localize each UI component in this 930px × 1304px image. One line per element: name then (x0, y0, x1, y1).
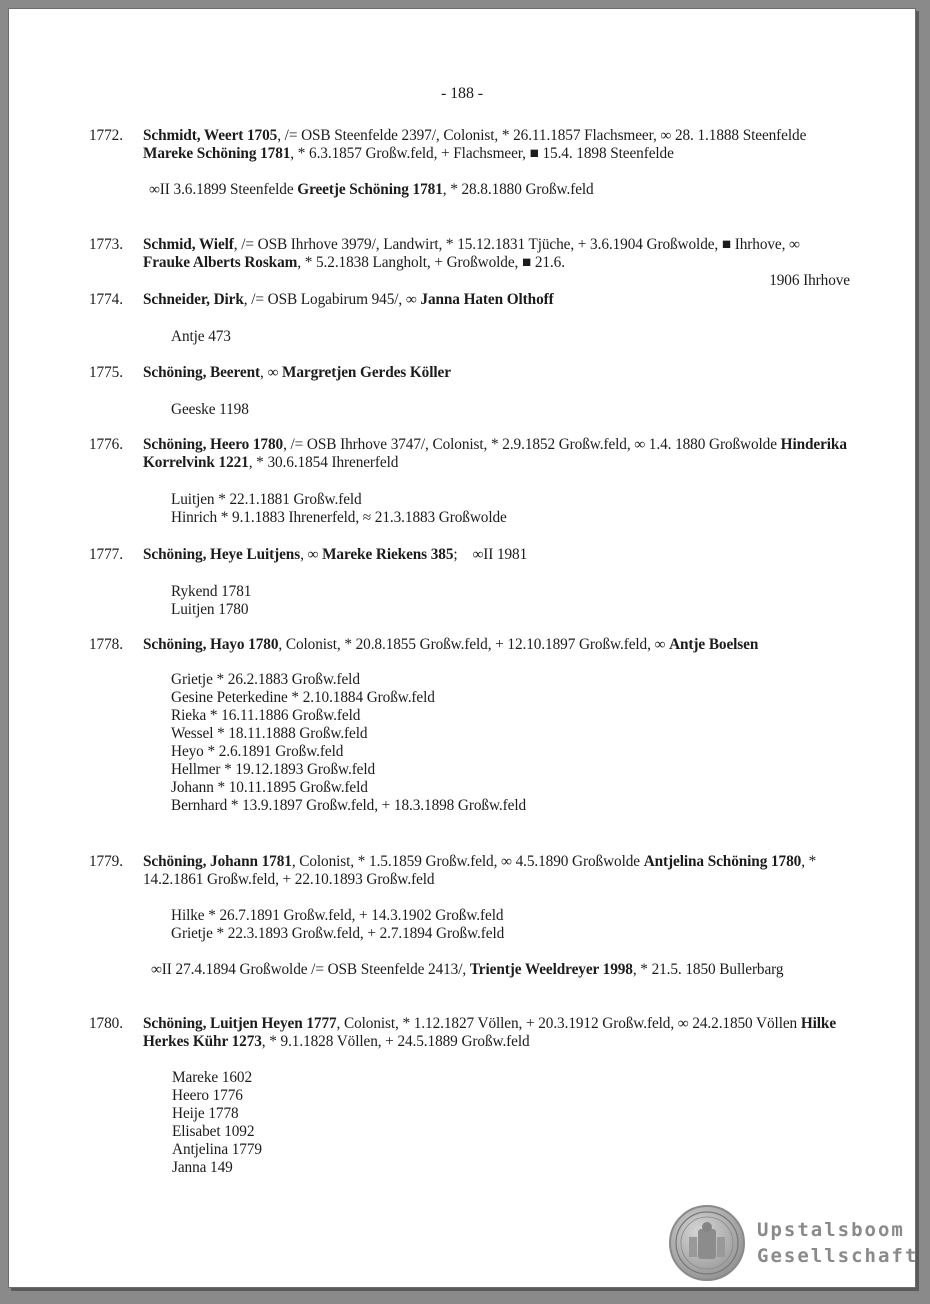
children-list (171, 671, 849, 815)
child: Rieka * 16.11.1886 Großw.feld (171, 707, 361, 724)
child: Hellmer * 19.12.1893 Großw.feld (171, 761, 376, 778)
entry-1774 (89, 291, 849, 346)
entry-number: 1775. (89, 364, 123, 381)
entry-text (143, 853, 849, 889)
child: Luitjen * 22.1.1881 Großw.feld (171, 491, 362, 508)
spouse-name: Hinderika Korrelvink 1221 (143, 436, 847, 471)
entry-1780 (89, 1015, 849, 1177)
person-name: Schöning, Beerent (143, 364, 261, 381)
page-frame (8, 8, 919, 1288)
child: Bernhard * 13.9.1897 Großw.feld, + 18.3.1898 Großw.feld (171, 797, 527, 814)
entry-body (143, 436, 849, 472)
second-marriage (151, 961, 841, 979)
entry-text (143, 546, 849, 564)
child: Antje 473 (171, 328, 231, 345)
spouse-name: Frauke Alberts Roskam (143, 254, 298, 271)
entry-detail: , Colonist, * 20.8.1855 Großw.feld, + 12.10.1897 Großw.feld, ∞ (278, 636, 670, 653)
entry-detail: , Colonist, * 1.5.1859 Großw.feld, ∞ 4.5.1890 Großwolde (291, 853, 644, 870)
entry-number: 1779. (89, 853, 123, 870)
entry-detail: , ∞ (260, 364, 282, 381)
entry-body (143, 546, 849, 564)
entry-text (143, 236, 849, 272)
entry-detail: , /= OSB Logabirum 945/, ∞ (243, 291, 421, 308)
entry-detail: , Colonist, * 1.12.1827 Völlen, + 20.3.1912 Großw.feld, ∞ 24.2.1850 Völlen (336, 1015, 801, 1032)
entry-number: 1773. (89, 236, 123, 253)
entry-continuation: 1906 Ihrhove (769, 272, 850, 289)
entry-number: 1772. (89, 127, 123, 144)
entry-1779 (89, 853, 849, 979)
entry-text (143, 436, 849, 472)
spouse-name: Antjelina Schöning 1780 (643, 853, 802, 870)
children-list (171, 583, 849, 619)
seal-icon (669, 1205, 745, 1281)
entry-detail: , * 28.8.1880 Großw.feld (442, 181, 594, 198)
entry-1778 (89, 636, 849, 815)
entry-1777 (89, 546, 849, 619)
children-list (171, 907, 849, 943)
page-number: - 188 - (441, 85, 483, 102)
entry-body (143, 1015, 849, 1051)
child: Janna 149 (172, 1159, 233, 1176)
entry-detail: , * 30.6.1854 Ihrenerfeld (248, 454, 399, 471)
entry-number: 1777. (89, 546, 123, 563)
entry-text (143, 636, 849, 654)
child: Johann * 10.11.1895 Großw.feld (171, 779, 368, 796)
entry-detail: , * 6.3.1857 Großw.feld, + Flachsmeer, ■ 15.4. 1898 Steenfelde (290, 145, 674, 162)
spouse-name: Mareke Schöning 1781 (143, 145, 291, 162)
entry-body (143, 853, 849, 889)
entry-text (143, 1015, 849, 1051)
child: Hinrich * 9.1.1883 Ihrenerfeld, ≈ 21.3.1883 Großwolde (171, 509, 507, 526)
entry-detail: ∞II 27.4.1894 Großwolde /= OSB Steenfelde 2413/, (151, 961, 470, 978)
entry-body (143, 236, 849, 290)
entry-detail: ∞II 3.6.1899 Steenfelde (149, 181, 298, 198)
spouse-name: Greetje Schöning 1781 (297, 181, 443, 198)
document-page (9, 9, 919, 1287)
person-name: Schöning, Heero 1780 (143, 436, 284, 453)
entry-detail: , /= OSB Steenfelde 2397/, Colonist, * 26.11.1857 Flachsmeer, ∞ 28. 1.1888 Steenfelde (277, 127, 807, 144)
child: Heero 1776 (172, 1087, 243, 1104)
child: Elisabet 1092 (172, 1123, 255, 1140)
child: Hilke * 26.7.1891 Großw.feld, + 14.3.1902 Großw.feld (171, 907, 504, 924)
child: Gesine Peterkedine * 2.10.1884 Großw.feld (171, 689, 435, 706)
spouse-name: Hilke Herkes Kühr 1273 (143, 1015, 837, 1050)
person-name: Schmid, Wielf (143, 236, 234, 253)
society-logo (659, 1203, 919, 1287)
children-list (172, 1069, 849, 1177)
person-name: Schöning, Heye Luitjens (143, 546, 301, 563)
spouse-name: Margretjen Gerdes Köller (282, 364, 451, 381)
entry-number: 1774. (89, 291, 123, 308)
spouse-name: Mareke Riekens 385 (322, 546, 454, 563)
child: Antjelina 1779 (172, 1141, 262, 1158)
entry-1772 (89, 127, 849, 199)
child: Grietje * 22.3.1893 Großw.feld, + 2.7.1894 Großw.feld (171, 925, 505, 942)
child: Luitjen 1780 (171, 601, 249, 618)
entry-body (143, 127, 849, 199)
entry-detail: , * 9.1.1828 Völlen, + 24.5.1889 Großw.feld (261, 1033, 530, 1050)
entry-number: 1778. (89, 636, 123, 653)
entry-body (143, 364, 849, 382)
spouse-name: Antje Boelsen (669, 636, 759, 653)
child: Grietje * 26.2.1883 Großw.feld (171, 671, 360, 688)
entry-body (143, 291, 849, 309)
entry-number: 1776. (89, 436, 123, 453)
entry-text (143, 127, 849, 163)
logo-text (757, 1217, 918, 1269)
children-list (171, 401, 849, 419)
entry-detail: , * 14.2.1861 Großw.feld, + 22.10.1893 Großw.feld (143, 853, 817, 888)
entry-text (143, 291, 849, 309)
person-name: Schöning, Luitjen Heyen 1777 (143, 1015, 337, 1032)
entry-detail: ; ∞II 1981 (453, 546, 528, 563)
person-name: Schöning, Hayo 1780 (143, 636, 279, 653)
child: Mareke 1602 (172, 1069, 253, 1086)
children-list (171, 328, 849, 346)
entry-1776 (89, 436, 849, 527)
person-name: Schmidt, Weert 1705 (143, 127, 278, 144)
entry-number: 1780. (89, 1015, 123, 1032)
child: Geeske 1198 (171, 401, 249, 418)
entry-detail: , ∞ (300, 546, 323, 563)
logo-line-1: Upstalsboom (757, 1219, 905, 1241)
children-list (171, 491, 849, 527)
spouse-name: Trientje Weeldreyer 1998 (469, 961, 633, 978)
second-marriage (149, 181, 849, 199)
entry-1775 (89, 364, 849, 419)
logo-line-2: Gesellschaft (757, 1245, 919, 1267)
person-name: Schöning, Johann 1781 (143, 853, 292, 870)
person-name: Schneider, Dirk (143, 291, 244, 308)
entry-detail: , /= OSB Ihrhove 3979/, Landwirt, * 15.12.1831 Tjüche, + 3.6.1904 Großwolde, ■ Ihrhove, ∞ (233, 236, 800, 253)
entry-detail: , * 21.5. 1850 Bullerbarg (632, 961, 784, 978)
child: Wessel * 18.11.1888 Großw.feld (171, 725, 368, 742)
child: Rykend 1781 (171, 583, 252, 600)
entry-body (143, 636, 849, 654)
child: Heije 1778 (172, 1105, 239, 1122)
spouse-name: Janna Haten Olthoff (420, 291, 554, 308)
child: Heyo * 2.6.1891 Großw.feld (171, 743, 344, 760)
entry-detail: , /= OSB Ihrhove 3747/, Colonist, * 2.9.1852 Großw.feld, ∞ 1.4. 1880 Großwolde (283, 436, 781, 453)
entry-1773 (89, 236, 849, 290)
entry-text (143, 364, 849, 382)
entry-detail: , * 5.2.1838 Langholt, + Großwolde, ■ 21.6. (297, 254, 565, 271)
